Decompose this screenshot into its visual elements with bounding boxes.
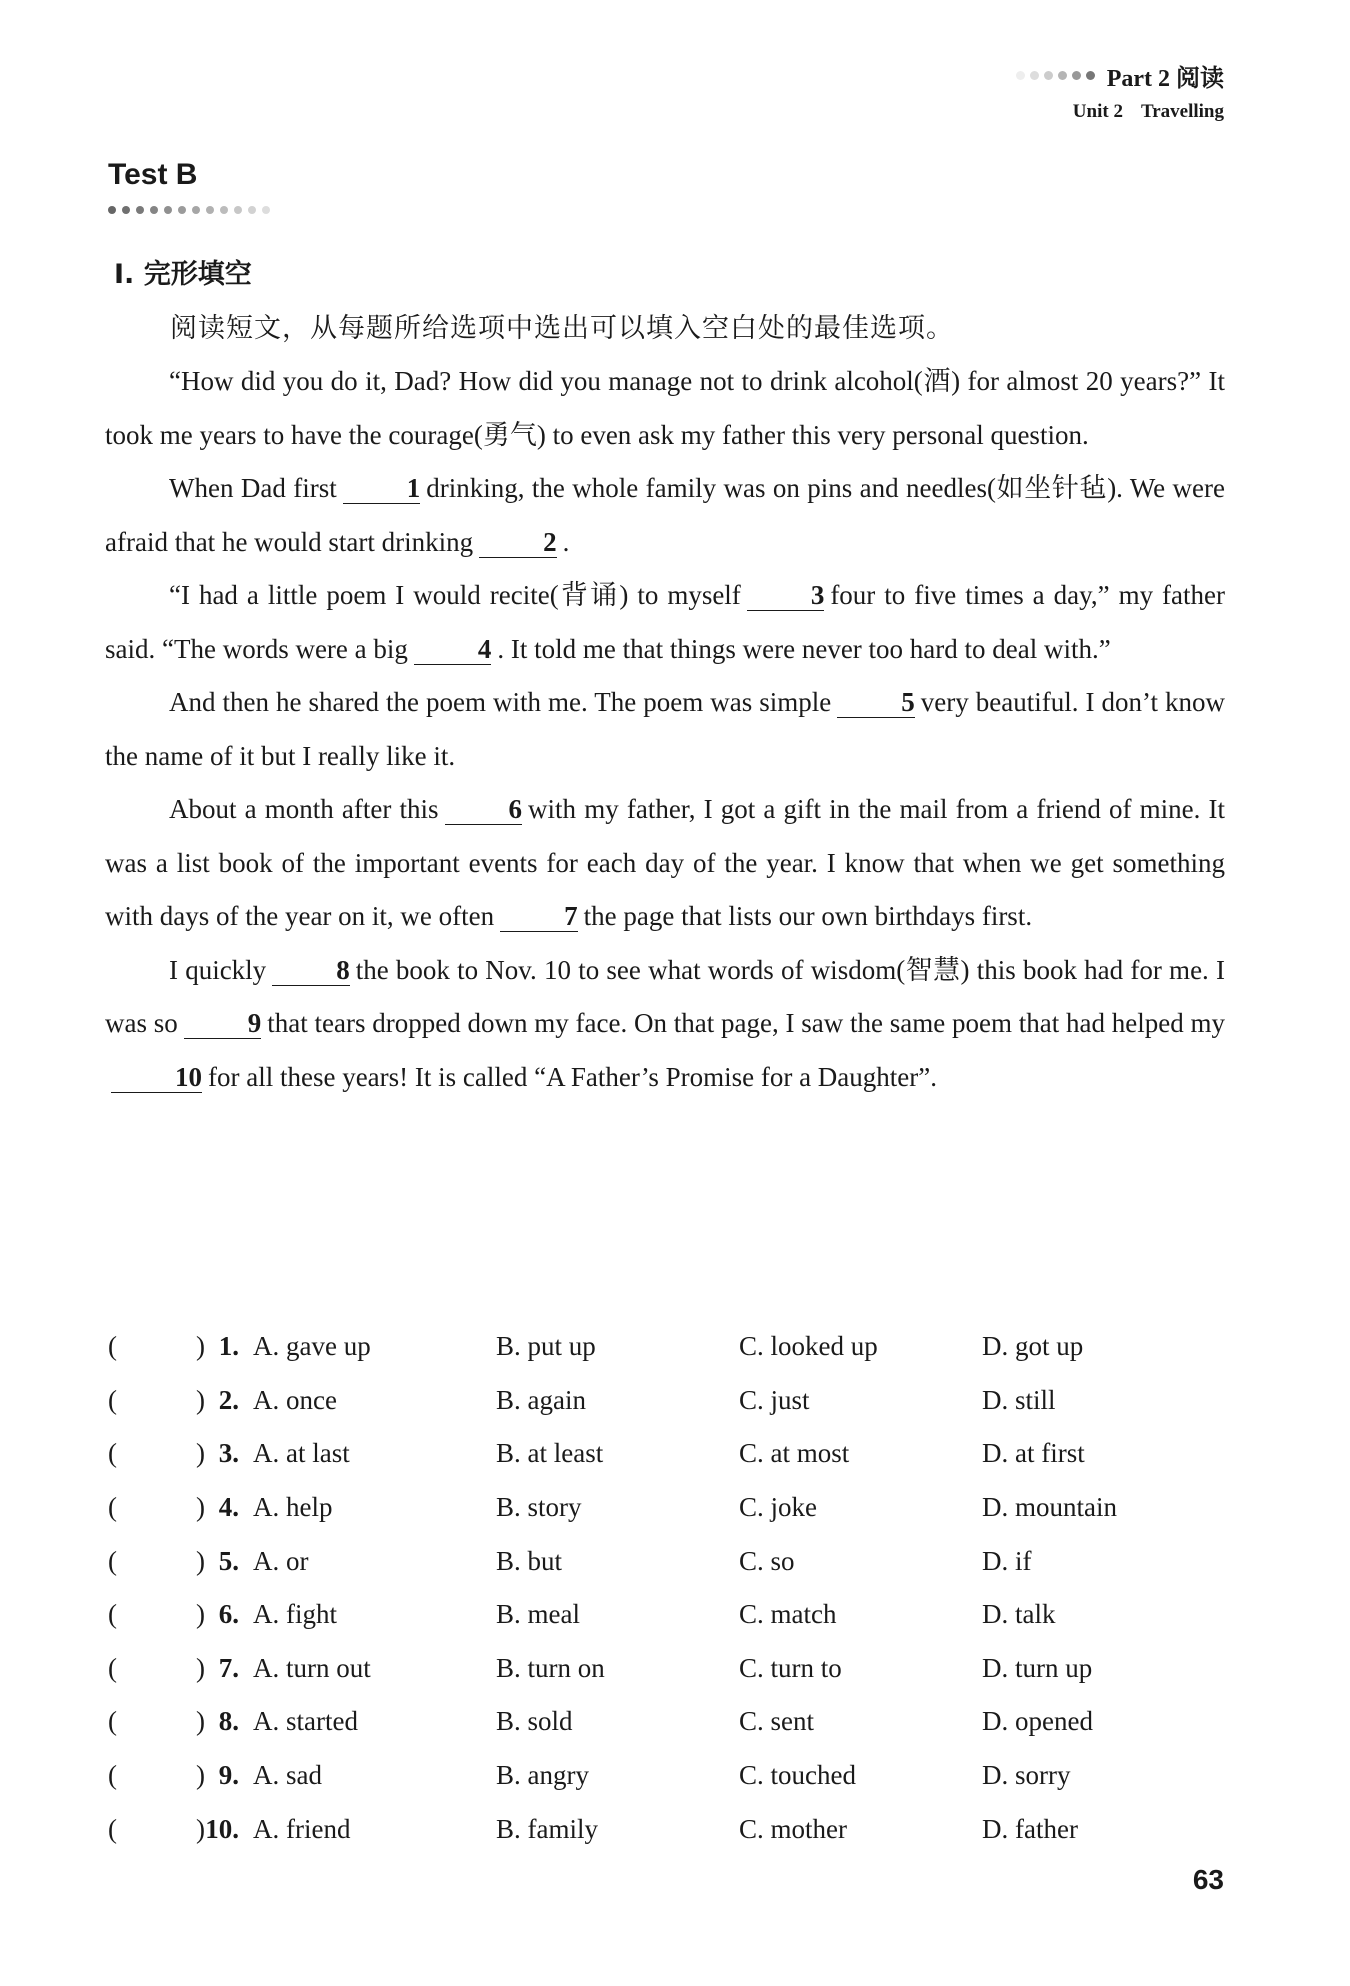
passage-text: About a month after this [169,794,439,824]
option-b[interactable]: B. turn on [496,1652,605,1683]
paren-open: ( [108,1384,117,1415]
section-instruction: 阅读短文，从每题所给选项中选出可以填入空白处的最佳选项。 [170,313,954,344]
option-c[interactable]: C. joke [739,1492,817,1523]
question-row [105,1427,1225,1481]
option-a[interactable]: A. turn out [253,1652,371,1683]
passage-text: “I had a little poem I would recite(背诵) to myself [169,580,741,610]
option-d[interactable]: D. got up [982,1331,1084,1362]
passage-paragraph-3 [105,569,1225,676]
header-unit-line [1016,101,1224,123]
question-row [105,1642,1225,1696]
passage-text: . [562,526,570,557]
option-c[interactable]: C. so [739,1545,795,1576]
section-title: 完形填空 [143,259,252,290]
option-c[interactable]: C. touched [739,1760,856,1791]
passage-text: very beautiful. I don’t know the name of it but I really like it. [105,687,1225,771]
section-heading [114,252,252,291]
option-c[interactable]: C. at most [739,1438,850,1469]
option-c[interactable]: C. just [739,1384,810,1415]
answer-paren[interactable] [105,1760,205,1791]
decorative-dot [220,206,228,214]
option-a[interactable]: A. once [253,1384,337,1415]
question-number: 7. [218,1652,239,1683]
question-row [105,1802,1225,1856]
question-row [105,1374,1225,1428]
option-b[interactable]: B. again [496,1384,586,1415]
passage-text: the book to Nov. 10 to see what words of wisdom(智慧) this book had for me. I was so [105,954,1225,1038]
paren-open: ( [108,1813,117,1844]
answer-paren[interactable] [105,1706,205,1737]
question-row [105,1320,1225,1374]
paren-open: ( [108,1438,117,1469]
option-c[interactable]: C. looked up [739,1331,878,1362]
header-decorative-dots [1016,71,1095,80]
paren-open: ( [108,1599,117,1630]
option-c[interactable]: C. turn to [739,1652,842,1683]
question-number: 5. [218,1545,239,1576]
answer-paren[interactable] [105,1599,205,1630]
paren-close: ) [196,1706,205,1737]
passage-text: I quickly [169,954,267,985]
option-a[interactable]: A. help [253,1492,333,1523]
option-b[interactable]: B. at least [496,1438,604,1469]
decorative-dot [136,206,144,214]
passage-paragraph-6 [105,944,1225,1105]
paren-close: ) [196,1599,205,1630]
option-a[interactable]: A. at last [253,1438,350,1469]
decorative-dot [1016,71,1025,80]
decorative-dot [122,206,130,214]
decorative-dot [150,206,158,214]
answer-paren[interactable] [105,1814,205,1845]
option-b[interactable]: B. story [496,1492,582,1523]
passage-text: that tears dropped down my face. On that page, I saw the same poem that had helped my [267,1008,1225,1038]
header-part-title: Part 2 阅读 [1106,66,1224,92]
decorative-dot [1030,71,1039,80]
decorative-dot [1058,71,1067,80]
paren-close: ) [196,1384,205,1415]
page-number: 63 [1192,1864,1224,1895]
header-unit-title: Travelling [1140,101,1224,122]
answer-paren[interactable] [105,1546,205,1577]
blank-8[interactable]: 8 [272,955,350,986]
passage-text: drinking, the whole family was on pins and needles(如坐针毡). We were afraid that he would start drinking [105,473,1225,557]
paren-close: ) [196,1813,205,1844]
blank-10[interactable]: 10 [111,1062,202,1093]
blank-6[interactable]: 6 [445,794,523,825]
option-b[interactable]: B. sold [496,1706,573,1737]
answer-paren[interactable] [105,1385,205,1416]
decorative-dot [108,206,116,214]
decorative-dot [206,206,214,214]
question-number: 1. [218,1331,239,1362]
answer-paren[interactable] [105,1492,205,1523]
question-row [105,1749,1225,1803]
option-a[interactable]: A. or [253,1545,309,1576]
decorative-dot [1044,71,1053,80]
paren-close: ) [196,1438,205,1469]
paren-close: ) [196,1492,205,1523]
question-number: 9. [218,1760,239,1791]
decorative-dot [178,206,186,214]
passage-text: the page that lists our own birthdays first. [583,901,1033,931]
paren-close: ) [196,1760,205,1791]
option-a[interactable]: A. fight [253,1599,337,1630]
question-number: 3. [218,1438,239,1469]
blank-7[interactable]: 7 [500,901,578,932]
decorative-dot [164,206,172,214]
option-d[interactable]: D. turn up [982,1652,1093,1683]
passage-text: And then he shared the poem with me. The poem was simple [169,687,832,717]
option-d[interactable]: D. still [982,1384,1056,1415]
blank-5[interactable]: 5 [837,687,915,718]
decorative-dot [234,206,242,214]
passage-text: When Dad first [169,473,337,503]
option-a[interactable]: A. started [253,1706,358,1737]
option-d[interactable]: D. at first [982,1438,1085,1469]
paren-close: ) [196,1545,205,1576]
blank-2[interactable]: 2 [479,527,557,558]
header-part-line [1016,58,1224,93]
decorative-dot [192,206,200,214]
paren-open: ( [108,1331,117,1362]
decorative-dot [262,206,270,214]
passage-text: for all these years! It is called “A Father’s Promise for a Daughter”. [208,1061,937,1092]
passage-text: . It told me that things were never too hard to deal with.” [497,633,1111,664]
option-b[interactable]: B. family [496,1813,598,1844]
option-c[interactable]: C. sent [739,1706,815,1737]
blank-9[interactable]: 9 [184,1008,262,1039]
option-a[interactable]: A. sad [253,1760,322,1791]
decorative-dot [1086,71,1095,80]
option-b[interactable]: B. but [496,1545,563,1576]
cloze-passage [105,355,1225,1104]
option-a[interactable]: A. gave up [253,1331,371,1362]
question-row [105,1534,1225,1588]
option-c[interactable]: C. match [739,1599,837,1630]
decorative-dot [248,206,256,214]
option-d[interactable]: D. if [982,1545,1032,1576]
option-d[interactable]: D. opened [982,1706,1093,1737]
option-b[interactable]: B. put up [496,1331,596,1362]
blank-4[interactable]: 4 [414,634,492,665]
passage-paragraph-1: “How did you do it, Dad? How did you manage not to drink alcohol(酒) for almost 20 years?” It took me years to have the courage(勇气) to even ask my father this very personal question. [105,366,1225,450]
question-row [105,1481,1225,1535]
question-row [105,1588,1225,1642]
passage-paragraph-4 [105,676,1225,783]
question-number: 6. [218,1599,239,1630]
blank-3[interactable]: 3 [747,580,825,611]
decorative-dot [1072,71,1081,80]
option-d[interactable]: D. mountain [982,1492,1117,1523]
test-title: Test B [108,158,198,191]
paren-open: ( [108,1652,117,1683]
passage-text: four to five times a day,” my father said. “The words were a big [105,580,1226,664]
paren-open: ( [108,1706,117,1737]
option-d[interactable]: D. sorry [982,1760,1071,1791]
passage-paragraph-5 [105,783,1225,944]
question-number: 4. [218,1492,239,1523]
option-a[interactable]: A. friend [253,1813,351,1844]
page-header [1016,58,1224,123]
passage-paragraph-2 [105,462,1225,569]
option-d[interactable]: D. father [982,1813,1078,1844]
option-b[interactable]: B. meal [496,1599,580,1630]
option-c[interactable]: C. mother [739,1813,847,1844]
paren-close: ) [196,1652,205,1683]
question-number: 8. [218,1706,239,1737]
answer-paren[interactable] [105,1331,205,1362]
question-number: 2. [218,1384,239,1415]
title-underline-dots [108,206,270,214]
paren-close: ) [196,1331,205,1362]
question-row [105,1695,1225,1749]
question-options-list [105,1320,1225,1856]
paren-open: ( [108,1760,117,1791]
option-d[interactable]: D. talk [982,1599,1056,1630]
option-b[interactable]: B. angry [496,1760,589,1791]
answer-paren[interactable] [105,1653,205,1684]
section-number: Ⅰ. [114,259,135,290]
question-number: 10. [205,1813,239,1844]
header-unit: Unit 2 [1072,101,1123,122]
blank-1[interactable]: 1 [343,473,421,504]
passage-text: with my father, I got a gift in the mail from a friend of mine. It was a list book of the important events for each day of the year. I know that when we get something with days of the year on it, we often [105,794,1225,931]
paren-open: ( [108,1545,117,1576]
paren-open: ( [108,1492,117,1523]
answer-paren[interactable] [105,1438,205,1469]
